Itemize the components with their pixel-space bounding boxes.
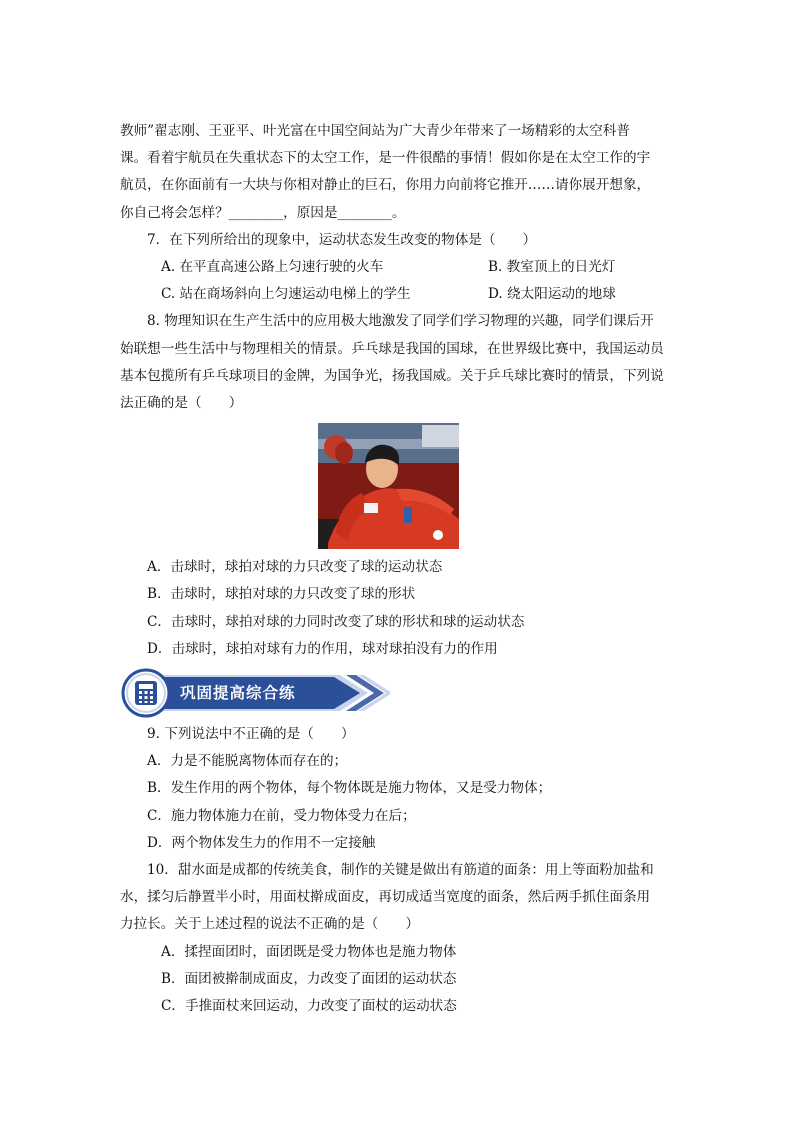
intro-line: 你自己将会怎样？________，原因是________。	[120, 204, 406, 221]
table-tennis-player-photo	[318, 423, 459, 549]
question-10-option-c: C．手推面杖来回运动，力改变了面杖的运动状态	[161, 998, 457, 1015]
option-c: C. 站在商场斜向上匀速运动电梯上的学生	[161, 286, 411, 303]
question-7-stem: 7．在下列所给出的现象中，运动状态发生改变的物体是（ ）	[147, 231, 537, 248]
question-8-option-a: A．击球时，球拍对球的力只改变了球的运动状态	[147, 559, 443, 576]
option-d: D. 绕太阳运动的地球	[488, 286, 616, 303]
question-9-stem: 9. 下列说法中不正确的是（ ）	[147, 726, 355, 743]
intro-line: 航员，在你面前有一大块与你相对静止的巨石，你用力向前将它推开……请你展开想象，	[120, 177, 651, 194]
question-10-option-b: B．面团被擀制成面皮，力改变了面团的运动状态	[161, 970, 457, 987]
question-7-options-row-1	[120, 254, 680, 281]
question-7	[120, 227, 680, 309]
intro-line: 课。看着宇航员在失重状态下的太空工作，是一件很酷的事情！假如你是在太空工作的宇	[120, 150, 651, 167]
question-10-line: 水，揉匀后静置半小时，用面杖擀成面皮，再切成适当宽度的面条，然后两手抓住面条用	[120, 889, 651, 906]
question-10	[120, 857, 680, 1020]
option-a: A. 在平直高速公路上匀速行驶的火车	[161, 259, 384, 276]
question-8-option-b: B．击球时，球拍对球的力只改变了球的形状	[147, 586, 416, 603]
question-9-option-c: C．施力物体施力在前，受力物体受力在后；	[147, 807, 416, 824]
question-7-options-row-2	[120, 281, 680, 308]
question-8-option-d: D．击球时，球拍对球有力的作用，球对球拍没有力的作用	[147, 640, 498, 657]
question-8	[120, 308, 680, 663]
question-9-option-b: B．发生作用的两个物体，每个物体既是施力物体，又是受力物体；	[147, 780, 552, 797]
player-illustration	[318, 423, 459, 549]
calculator-icon	[134, 680, 158, 706]
question-9-option-d: D．两个物体发生力的作用不一定接触	[147, 834, 376, 851]
question-9-option-a: A．力是不能脱离物体而存在的；	[147, 753, 348, 770]
question-10-line: 10．甜水面是成都的传统美食，制作的关键是做出有筋道的面条：用上等面粉加盐和	[147, 862, 654, 879]
question-8-line: 8. 物理知识在生产生活中的应用极大地激发了同学们学习物理的兴趣，同学们课后开	[147, 313, 654, 330]
section-title: 巩固提高综合练	[180, 684, 296, 703]
question-9	[120, 721, 680, 857]
question-8-line: 法正确的是（ ）	[120, 395, 243, 412]
intro-paragraph	[120, 118, 680, 227]
question-10-option-a: A．揉捏面团时，面团既是受力物体也是施力物体	[161, 943, 457, 960]
question-8-option-c: C．击球时，球拍对球的力同时改变了球的形状和球的运动状态	[147, 613, 525, 630]
document-body	[120, 118, 680, 1020]
question-8-line: 基本包揽所有乒乓球项目的金牌，为国争光，扬我国威。关于乒乓球比赛时的情景，下列说	[120, 367, 664, 384]
option-b: B. 教室顶上的日光灯	[488, 259, 616, 276]
question-8-line: 始联想一些生活中与物理相关的情景。乒乓球是我国的国球，在世界级比赛中，我国运动员	[120, 340, 664, 357]
question-10-line: 力拉长。关于上述过程的说法不正确的是（ ）	[120, 916, 420, 933]
section-banner	[120, 667, 680, 719]
intro-line: 教师”翟志刚、王亚平、叶光富在中国空间站为广大青少年带来了一场精彩的太空科普	[120, 123, 630, 139]
photo-container	[96, 423, 680, 549]
